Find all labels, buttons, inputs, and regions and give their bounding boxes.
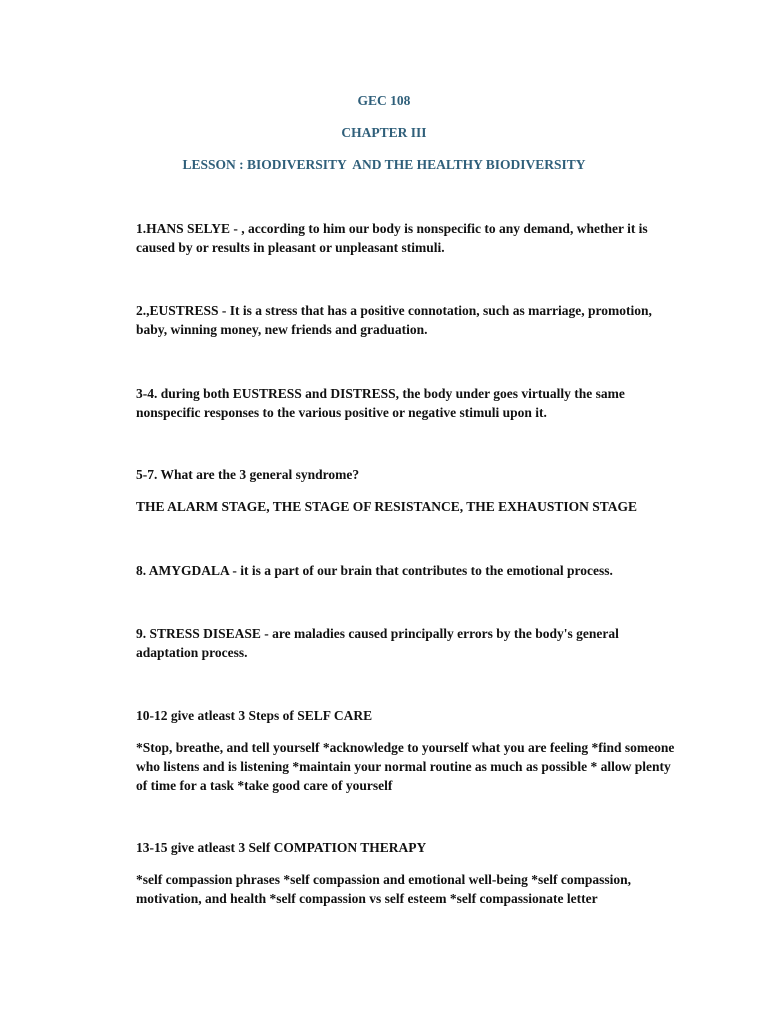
course-code: GEC 108 — [357, 93, 411, 108]
item-general-syndrome-answer: THE ALARM STAGE, THE STAGE OF RESISTANCE, THE EXHAUSTION STAGE — [136, 499, 638, 514]
item-eustress: 2.,EUSTRESS - It is a stress that has a positive connotation, such as marriage, promotion, baby, winning money, new friends and graduation. — [136, 303, 652, 337]
chapter-title: CHAPTER III — [341, 125, 427, 140]
item-self-care-question: 10-12 give atleast 3 Steps of SELF CARE — [136, 708, 373, 723]
item-self-care-answer: *Stop, breathe, and tell yourself *acknowledge to yourself what you are feeling *find someone who listens and is listening *maintain your normal routine as much as possible * allow plenty of time for a task *take good care of yourself — [136, 740, 675, 793]
item-self-compassion-answer: *self compassion phrases *self compassion and emotional well-being *self compassion, motivation, and health *self compassion vs self esteem *self compassionate letter — [136, 872, 632, 906]
item-amygdala: 8. AMYGDALA - it is a part of our brain that contributes to the emotional process. — [136, 563, 613, 578]
lesson-title: LESSON : BIODIVERSITY AND THE HEALTHY BIODIVERSITY — [182, 157, 586, 172]
item-self-compassion-question: 13-15 give atleast 3 Self COMPATION THERAPY — [136, 840, 427, 855]
item-general-syndrome-question: 5-7. What are the 3 general syndrome? — [136, 467, 360, 482]
item-stress-disease: 9. STRESS DISEASE - are maladies caused principally errors by the body's general adaptation process. — [136, 626, 619, 660]
item-hans-selye: 1.HANS SELYE - , according to him our body is nonspecific to any demand, whether it is caused by or results in pleasant or unpleasant stimuli. — [136, 221, 648, 255]
item-eustress-distress: 3-4. during both EUSTRESS and DISTRESS, the body under goes virtually the same nonspecific responses to the various positive or negative stimuli upon it. — [136, 386, 625, 420]
